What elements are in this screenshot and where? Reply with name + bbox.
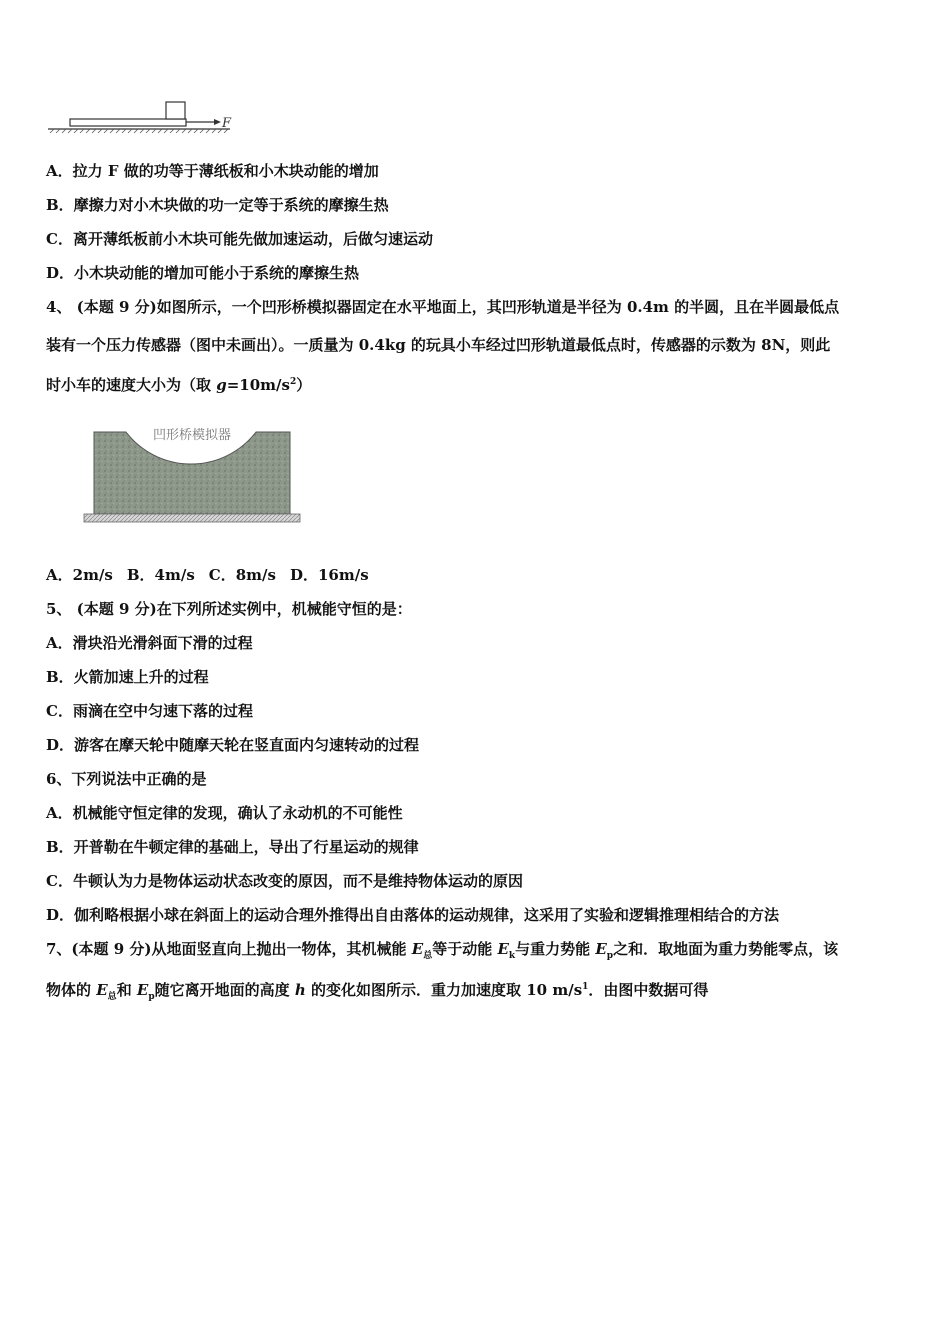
bridge-label: 凹形桥模拟器: [152, 428, 232, 443]
q6-stem: 6、下列说法中正确的是: [46, 770, 207, 788]
q7-stem-line2: 物体的 $E_总$和 $E_p$随它离开地面的高度 h 的变化如图所示．重力加速度取 10 $m/s^1$．由图中数据可得: [46, 981, 709, 1002]
force-label: F: [222, 116, 232, 131]
ground: [84, 514, 300, 522]
q7-stem-line1: 7、(本题 9 分)从地面竖直向上抛出一物体，其机械能 $E_总$等于动能 $E_k$与重力势能 $E_p$之和．取地面为重力势能零点，该: [46, 940, 839, 961]
q5-option-d: D．游客在摩天轮中随摩天轮在竖直面内匀速转动的过程: [46, 736, 420, 754]
q4-option-a: A．2m/s: [46, 566, 113, 584]
paper-board: [70, 119, 186, 126]
q3-option-c: C．离开薄纸板前小木块可能先做加速运动，后做匀速运动: [46, 230, 433, 248]
q6-option-a: A．机械能守恒定律的发现，确认了永动机的不可能性: [46, 804, 403, 822]
q3-option-b: B．摩擦力对小木块做的功一定等于系统的摩擦生热: [46, 196, 389, 214]
wood-block: [166, 102, 185, 119]
q4-stem-line1: 4、 (本题 9 分)如图所示，一个凹形桥模拟器固定在水平地面上，其凹形轨道是半径为 0.4m 的半圆，且在半圆最低点: [46, 298, 840, 316]
concave-bridge-figure: [80, 422, 304, 528]
q4-stem-line2: 装有一个压力传感器（图中未画出）。一质量为 0.4kg 的玩具小车经过凹形轨道最低点时，传感器的示数为 8N，则此: [46, 336, 831, 354]
q5-option-b: B．火箭加速上升的过程: [46, 668, 209, 686]
q5-option-c: C．雨滴在空中匀速下落的过程: [46, 702, 253, 720]
q6-option-d: D．伽利略根据小球在斜面上的运动合理外推得出自由落体的运动规律，这采用了实验和逻辑推理相结合的方法: [46, 906, 780, 924]
board-block-figure: [44, 96, 244, 136]
q4-options: [46, 565, 369, 585]
bridge-body: [94, 432, 290, 514]
q3-option-a: A．拉力 F 做的功等于薄纸板和小木块动能的增加: [46, 162, 379, 180]
q4-option-b: B．4m/s: [126, 566, 195, 584]
q6-option-c: C．牛顿认为力是物体运动状态改变的原因，而不是维持物体运动的原因: [46, 872, 523, 890]
q4-option-d: D．16m/s: [289, 566, 369, 584]
q3-option-d: D．小木块动能的增加可能小于系统的摩擦生热: [46, 264, 360, 282]
q5-option-a: A．滑块沿光滑斜面下滑的过程: [46, 634, 253, 652]
q4-stem-line3: 时小车的速度大小为（取 $g=10m/s^2$）: [46, 376, 312, 394]
q5-stem: 5、 (本题 9 分)在下列所述实例中，机械能守恒的是：: [46, 600, 412, 618]
q4-option-c: C．8m/s: [208, 566, 276, 584]
q6-option-b: B．开普勒在牛顿定律的基础上，导出了行星运动的规律: [46, 838, 419, 856]
